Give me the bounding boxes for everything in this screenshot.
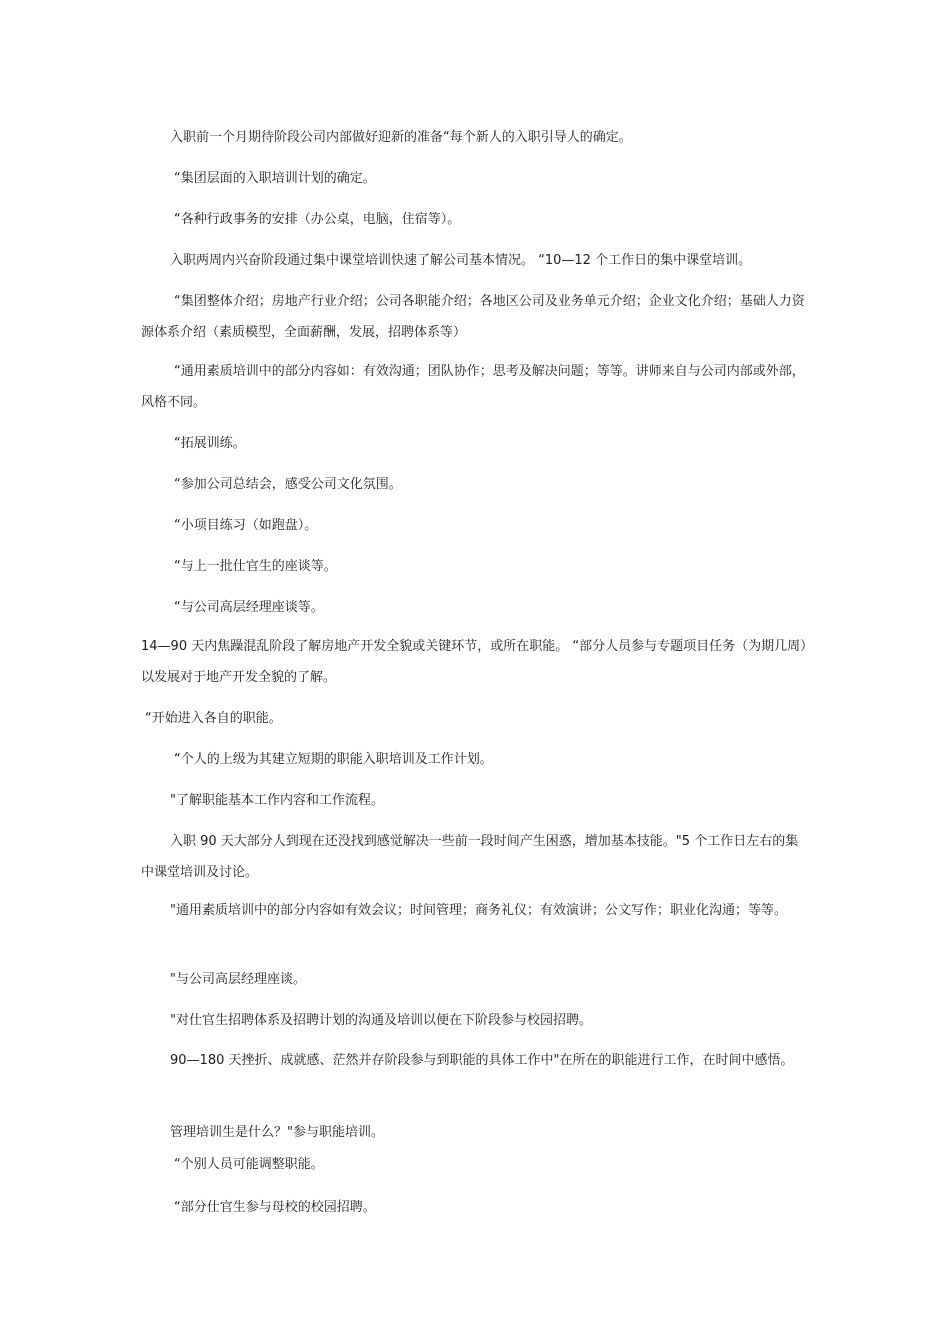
paragraph-workflow: "了解职能基本工作内容和工作流程。 [170,793,384,808]
paragraph-adjust-function: “个别人员可能调整职能。 [174,1157,324,1172]
paragraph-campus-recruitment: “部分仕官生参与母校的校园招聘。 [174,1200,376,1215]
paragraph-pre-entry: 入职前一个月期待阶段公司内部做好迎新的准备“每个新人的入职引导人的确定。 [170,130,632,145]
paragraph-senior-managers: “与公司高层经理座谈等。 [174,600,324,615]
paragraph-company-meeting: “参加公司总结会，感受公司文化氛围。 [174,477,402,492]
paragraph-admin-affairs: “各种行政事务的安排（办公桌，电脑，住宿等）。 [174,212,461,227]
paragraph-training-plan: “集团层面的入职培训计划的确定。 [174,171,376,186]
paragraph-recruitment-training: "对仕官生招聘体系及招聘计划的沟通及培训以便在下阶段参与校园招聘。 [170,1013,592,1028]
paragraph-senior-managers-2: "与公司高层经理座谈。 [170,972,306,987]
paragraph-outward-bound: “拓展训练。 [174,436,246,451]
paragraph-general-training: “通用素质培训中的部分内容如：有效沟通；团队协作；思考及解决问题；等等。讲师来自与公司内部或外部，风格不同。 [141,364,805,410]
paragraph-previous-batch: “与上一批仕官生的座谈等。 [174,559,337,574]
paragraph-90-180-days: 90—180 天挫折、成就感、茫然并存阶段参与到职能的具体工作中"在所在的职能进行工作，在时间中感悟。 [170,1053,794,1068]
paragraph-general-training-2: "通用素质培训中的部分内容如有效会议；时间管理；商务礼仪；有效演讲；公文写作；职业化沟通；等等。 [170,903,787,918]
paragraph-14-90-days: 14—90 天内焦躁混乱阶段了解房地产开发全貌或关键环节，或所在职能。 “部分人员参与专题项目任务（为期几周）以发展对于地产开发全貌的了解。 [141,639,807,685]
paragraph-90-days: 入职 90 天大部分人到现在还没找到感觉解决一些前一段时间产生困惑，增加基本技能。"5 个工作日左右的集中课堂培训及讨论。 [141,834,799,880]
paragraph-enter-function: “开始进入各自的职能。 [145,711,282,726]
paragraph-two-weeks: 入职两周内兴奋阶段通过集中课堂培训快速了解公司基本情况。 “10—12 个工作日的集中课堂培训。 [170,253,752,268]
paragraph-group-intro: “集团整体介绍；房地产行业介绍；公司各职能介绍；各地区公司及业务单元介绍；企业文化介绍；基础人力资源体系介绍（素质模型，全面薪酬，发展，招聘体系等） [141,294,805,340]
paragraph-small-project: “小项目练习（如跑盘）。 [174,518,318,533]
paragraph-supervisor-plan: “个人的上级为其建立短期的职能入职培训及工作计划。 [174,752,493,767]
paragraph-what-is-mt: 管理培训生是什么？"参与职能培训。 [170,1125,384,1140]
